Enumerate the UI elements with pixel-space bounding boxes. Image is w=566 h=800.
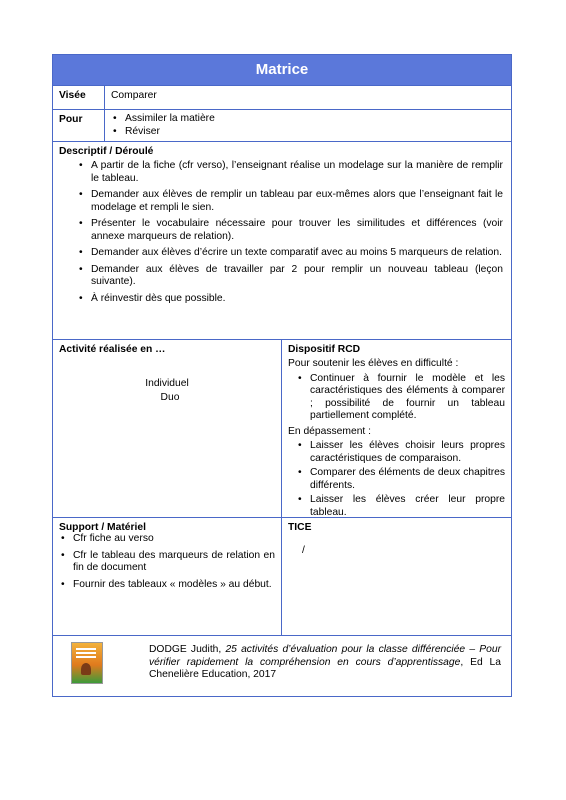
descriptif-item: • Demander aux élèves de travailler par 2 pour remplir un nouveau tableau (leçon suivante).: [77, 264, 505, 289]
descriptif-list: [59, 160, 505, 305]
pour-value: [105, 110, 511, 141]
activite-rcd-row: [53, 340, 511, 518]
descriptif-item: • Demander aux élèves de remplir un tableau par eux-mêmes alors que l’enseignant fait le modelage et rempli le sien.: [77, 189, 505, 214]
tice-cell: [282, 518, 511, 635]
book-cover-image: [71, 642, 103, 684]
visee-value: Comparer: [111, 90, 157, 101]
rcd-intro-difficulty: Pour soutenir les élèves en difficulté :: [288, 358, 459, 369]
reference-publisher: , Ed La Chenelière Education, 2017: [149, 656, 501, 680]
support-heading: Support / Matériel: [59, 522, 146, 533]
activite-cell: [53, 340, 282, 517]
pour-row: [53, 110, 511, 142]
activite-heading: Activité réalisée en …: [59, 344, 166, 355]
pour-list: [111, 113, 505, 138]
rcd-beyond-list: [288, 440, 505, 519]
page-title: Matrice: [53, 55, 511, 86]
activite-options: [59, 377, 275, 405]
descriptif-item: • Présenter le vocabulaire nécessaire pour trouver les similitudes et différences (voir annexe marqueurs de relation).: [77, 218, 505, 243]
support-item: • Fournir des tableaux « modèles » au début.: [59, 579, 275, 592]
pour-item: • Réviser: [111, 126, 505, 139]
reference-row: [53, 636, 511, 696]
activite-option: Duo: [160, 392, 180, 403]
rcd-difficulty-list: [288, 373, 505, 423]
support-cell: [53, 518, 282, 635]
reference-book-title: 25 activités d’évaluation pour la classe différenciée – Pour vérifier rapidement la compréhension en cours d’apprentissage: [149, 644, 501, 668]
visee-row: [53, 86, 511, 110]
matrice-sheet: [52, 54, 512, 697]
descriptif-heading: Descriptif / Déroulé: [59, 146, 154, 157]
support-list: [59, 533, 275, 591]
descriptif-item: • A partir de la fiche (cfr verso), l’enseignant réalise un modelage sur la manière de remplir le tableau.: [77, 160, 505, 185]
support-item: • Cfr le tableau des marqueurs de relation en fin de document: [59, 550, 275, 575]
descriptif-item: • À réinvestir dès que possible.: [77, 293, 505, 306]
rcd-difficulty-item: • Continuer à fournir le modèle et les caractéristiques des éléments à comparer ; possibilité de fournir un tableau partiellement complété.: [296, 373, 505, 423]
tice-value: /: [302, 545, 305, 556]
rcd-beyond-item: • Comparer des éléments de deux chapitres différents.: [296, 467, 505, 492]
rcd-cell: [282, 340, 511, 517]
descriptif-item: • Demander aux élèves d’écrire un texte comparatif avec au moins 5 marqueurs de relation.: [77, 247, 505, 260]
visee-label: Visée: [53, 86, 105, 109]
support-item: • Cfr fiche au verso: [59, 533, 275, 546]
rcd-beyond-item: • Laisser les élèves choisir leurs propres caractéristiques de comparaison.: [296, 440, 505, 465]
pour-label: Pour: [53, 110, 105, 141]
pour-item: • Assimiler la matière: [111, 113, 505, 126]
tice-heading: TICE: [288, 522, 312, 533]
reference-author: DODGE Judith,: [149, 644, 226, 655]
rcd-heading: Dispositif RCD: [288, 344, 361, 355]
reference-text: [149, 644, 501, 682]
rcd-beyond-item: • Laisser les élèves créer leur propre tableau.: [296, 494, 505, 519]
rcd-intro-beyond: En dépassement :: [288, 425, 371, 437]
support-tice-row: [53, 518, 511, 636]
activite-option: Individuel: [145, 378, 189, 389]
descriptif-section: [53, 142, 511, 340]
